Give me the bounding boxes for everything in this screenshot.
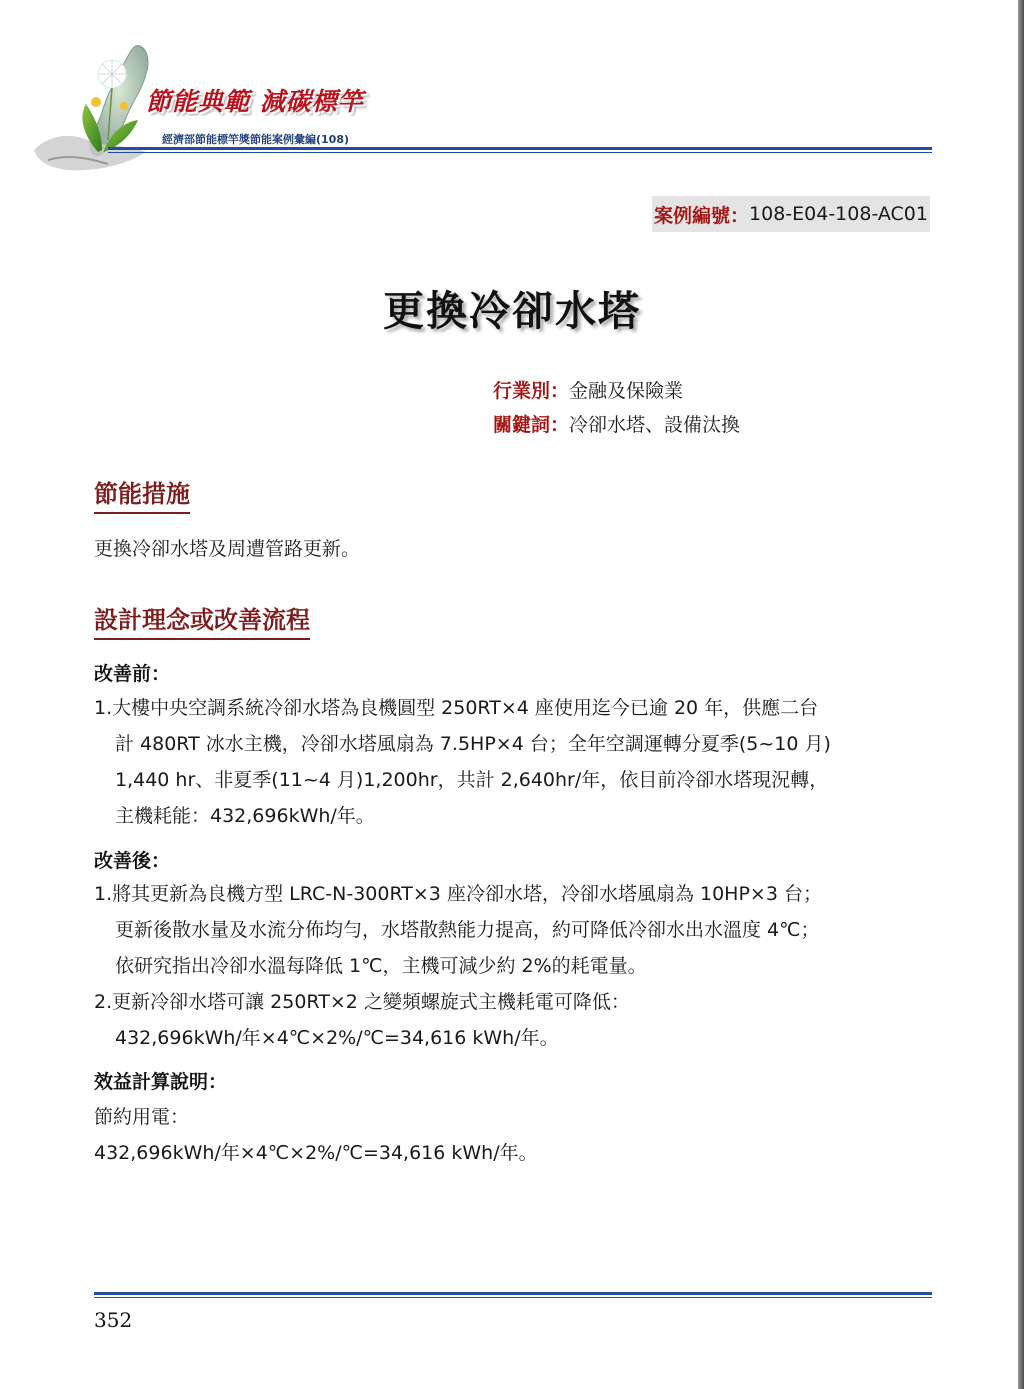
after-item-2-line: 432,696kWh/年×4℃×2%/℃=34,616 kWh/年。 — [115, 1027, 559, 1049]
after-item-1 — [94, 876, 934, 984]
saving-label: 節約用電： — [94, 1106, 190, 1128]
saving-formula: 432,696kWh/年×4℃×2%/℃=34,616 kWh/年。 — [94, 1142, 538, 1164]
case-number-box — [652, 196, 930, 232]
after-item-1-line: 1.將其更新為良機方型 LRC-N-300RT×3 座冷卻水塔，冷卻水塔風扇為 10HP×3 台； — [94, 883, 822, 905]
keyword-value: 冷卻水塔、設備汰換 — [569, 414, 741, 436]
industry-line — [493, 376, 683, 403]
after-item-2 — [94, 984, 934, 1056]
section-heading-measures: 節能措施 — [94, 474, 190, 514]
page-number: 352 — [94, 1308, 133, 1332]
before-label: 改善前： — [94, 663, 171, 685]
before-item-1 — [94, 690, 934, 834]
page-edge-shadow — [1018, 0, 1024, 1389]
section-heading-design: 設計理念或改善流程 — [94, 600, 310, 640]
series-subtitle: 經濟部節能標竿獎節能案例彙編(108) — [162, 133, 350, 146]
measures-text: 更換冷卻水塔及周遭管路更新。 — [94, 538, 361, 560]
case-number-value: 108-E04-108-AC01 — [749, 203, 928, 225]
header-rule — [108, 147, 932, 150]
before-item-1-line: 1.大樓中央空調系統冷卻水塔為良機圓型 250RT×4 座使用迄今已逾 20 年，供應二台 — [94, 697, 819, 719]
before-item-1-line: 主機耗能：432,696kWh/年。 — [115, 805, 375, 827]
industry-value: 金融及保險業 — [569, 380, 684, 402]
after-item-1-line: 更新後散水量及水流分佈均勻，水塔散熱能力提高，約可降低冷卻水出水溫度 4℃； — [115, 919, 820, 941]
after-item-2-line: 2.更新冷卻水塔可讓 250RT×2 之變頻螺旋式主機耗電可降低： — [94, 991, 630, 1013]
footer-rule-thin — [94, 1297, 932, 1298]
before-item-1-line: 1,440 hr、非夏季(11~4 月)1,200hr，共計 2,640hr/年，依目前冷卻水塔現況轉， — [115, 769, 829, 791]
keyword-line — [493, 410, 740, 437]
document-title: 更換冷卻水塔 — [383, 287, 641, 335]
after-item-1-line: 依研究指出冷卻水溫每降低 1℃，主機可減少約 2%的耗電量。 — [115, 955, 647, 977]
header-rule-thin — [108, 152, 932, 153]
footer-rule — [94, 1292, 932, 1295]
benefit-label: 效益計算說明： — [94, 1071, 228, 1093]
industry-label: 行業別： — [493, 380, 570, 402]
after-label: 改善後： — [94, 850, 171, 872]
keyword-label: 關鍵詞： — [493, 414, 570, 436]
series-title: 節能典範 減碳標竿 — [146, 87, 364, 116]
case-number-label: 案例編號： — [654, 204, 750, 227]
before-item-1-line: 計 480RT 冰水主機，冷卻水塔風扇為 7.5HP×4 台；全年空調運轉分夏季(5~10 月) — [115, 733, 831, 755]
